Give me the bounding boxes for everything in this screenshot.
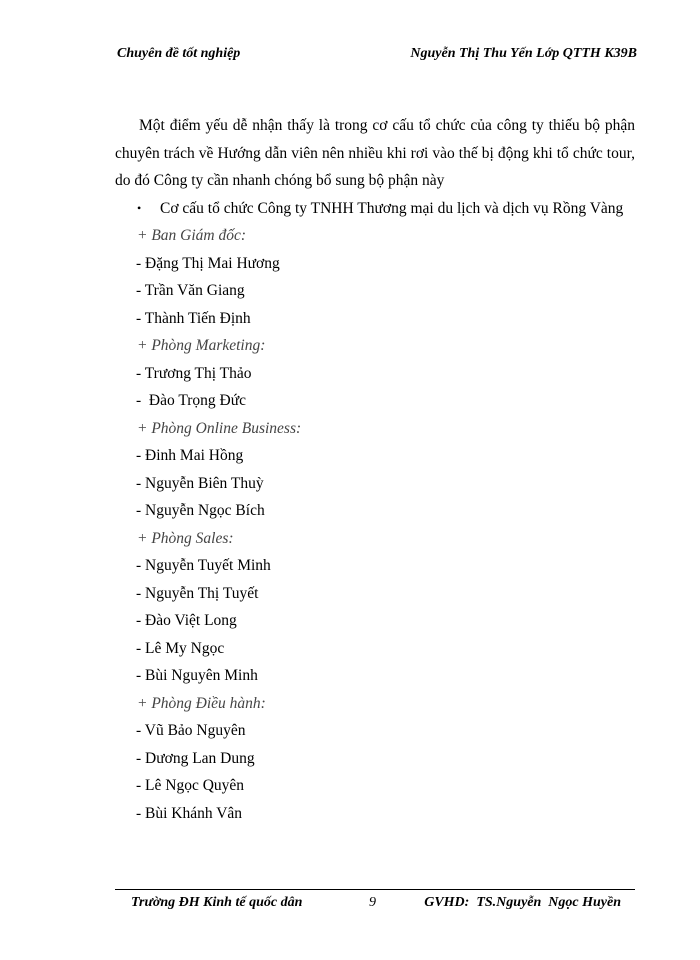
section-title: + Phòng Online Business: bbox=[137, 419, 302, 437]
page-footer bbox=[131, 895, 621, 915]
member-item: - Nguyễn Tuyết Minh bbox=[136, 557, 271, 574]
member-item: - Trương Thị Thảo bbox=[136, 364, 252, 382]
member-item: - Đặng Thị Mai Hương bbox=[136, 254, 280, 272]
section-title: + Phòng Điều hành: bbox=[137, 694, 266, 712]
footer-supervisor: GVHD: TS.Nguyễn Ngọc Huyền bbox=[424, 895, 621, 910]
member-item: - Bùi Nguyên Minh bbox=[136, 667, 258, 684]
member-item: - Thành Tiến Định bbox=[136, 309, 251, 327]
bullet-text: Cơ cấu tổ chức Công ty TNHH Thương mại du lịch và dịch vụ Rồng Vàng bbox=[160, 199, 624, 217]
member-item: - Đào Trọng Đức bbox=[136, 392, 247, 409]
footer-divider bbox=[115, 889, 635, 890]
page-number: 9 bbox=[369, 895, 376, 910]
header-document-type: Chuyên đề tốt nghiệp bbox=[117, 46, 241, 61]
section-title: + Ban Giám đốc: bbox=[137, 227, 247, 244]
member-item: - Lê Ngọc Quyên bbox=[136, 777, 245, 794]
member-item: - Bùi Khánh Vân bbox=[136, 804, 243, 822]
member-item: - Đinh Mai Hồng bbox=[136, 447, 244, 464]
header-author: Nguyễn Thị Thu Yến Lớp QTTH K39B bbox=[410, 46, 637, 61]
page-header bbox=[117, 46, 637, 68]
section-title: + Phòng Sales: bbox=[137, 529, 234, 547]
bullet-dot-icon: • bbox=[137, 200, 142, 215]
member-item: - Vũ Bảo Nguyên bbox=[136, 722, 246, 739]
member-item: - Trần Văn Giang bbox=[136, 282, 245, 299]
member-item: - Nguyễn Ngọc Bích bbox=[136, 502, 265, 519]
bullet-item bbox=[115, 195, 635, 223]
member-item: - Dương Lan Dung bbox=[136, 749, 255, 767]
intro-paragraph: Một điểm yếu dễ nhận thấy là trong cơ cấu tổ chức của công ty thiếu bộ phận chuyên trách về Hướng dẫn viên nên nhiều khi rơi vào thế bị động khi tổ chức tour, do đó Công ty cần nhanh chóng bổ sung bộ phận này bbox=[115, 117, 635, 189]
org-structure-list bbox=[115, 222, 635, 827]
member-item: - Lê My Ngọc bbox=[136, 639, 225, 657]
member-item: - Nguyễn Thị Tuyết bbox=[136, 584, 259, 602]
footer-university: Trường ĐH Kinh tế quốc dân bbox=[131, 895, 303, 910]
member-item: - Đào Việt Long bbox=[136, 612, 237, 629]
section-title: + Phòng Marketing: bbox=[137, 337, 266, 354]
page-body bbox=[115, 112, 635, 827]
member-item: - Nguyễn Biên Thuỳ bbox=[136, 474, 264, 492]
